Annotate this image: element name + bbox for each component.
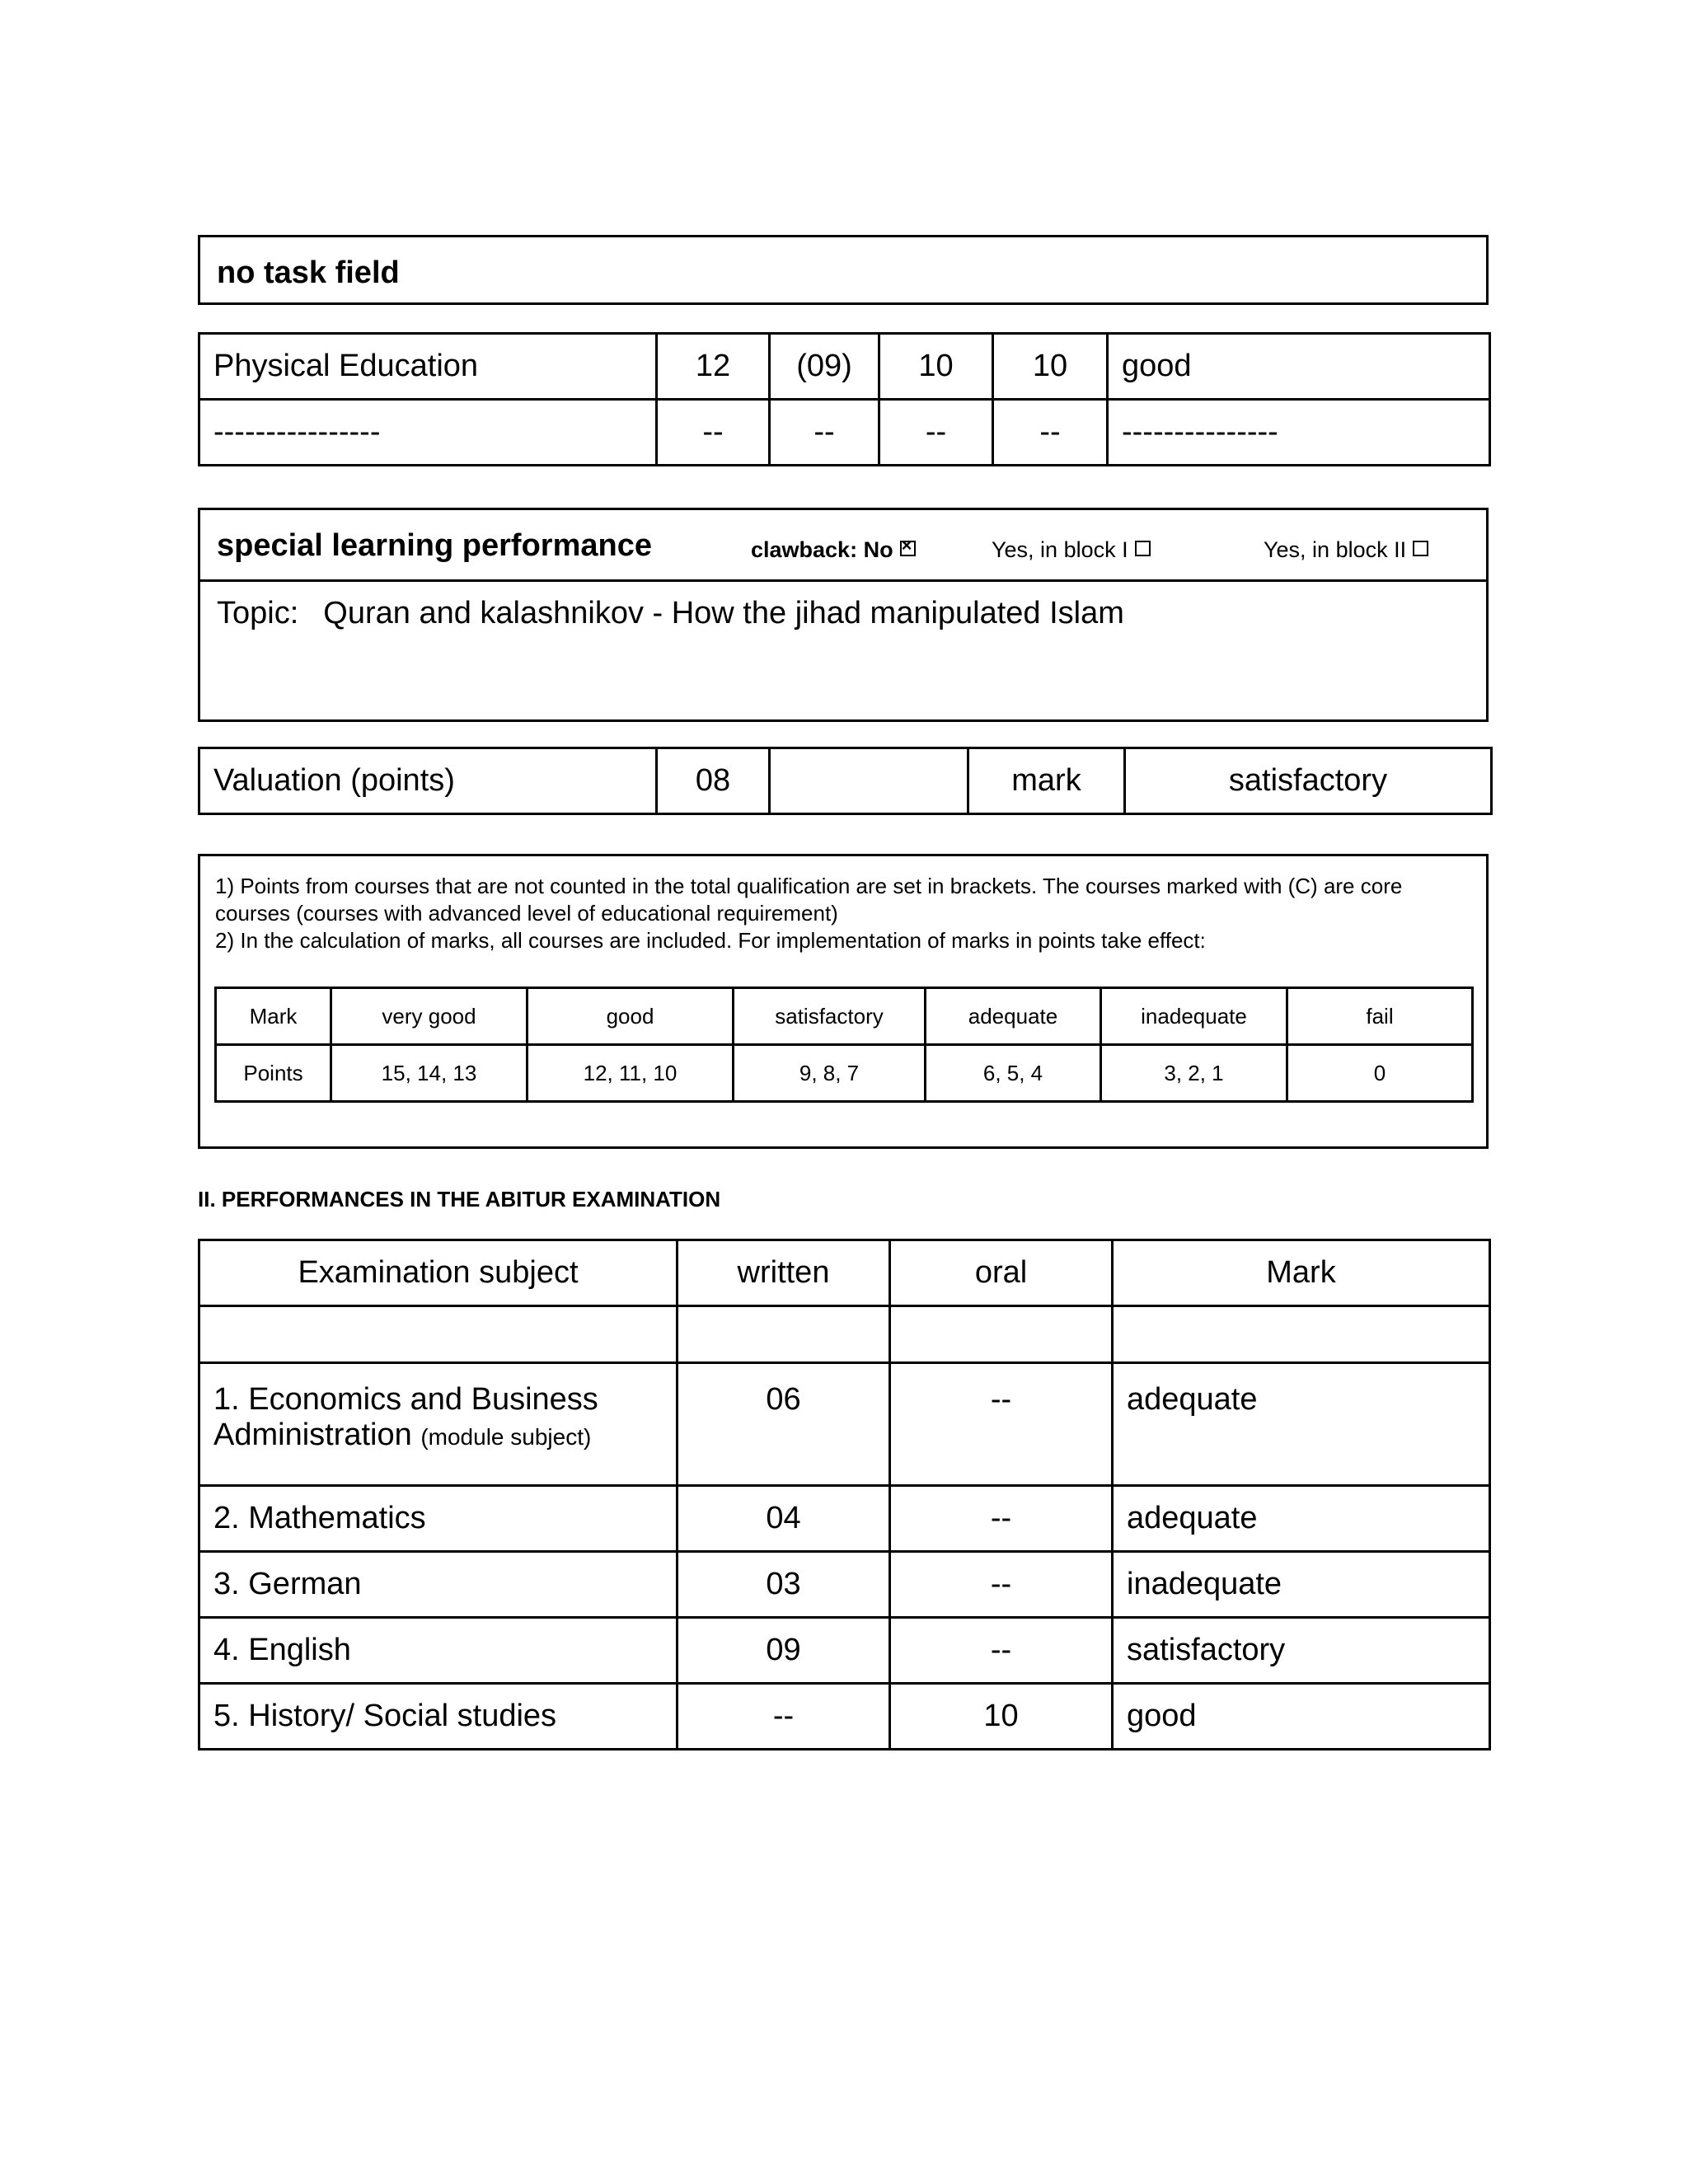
points-cell: 12, 11, 10 — [528, 1045, 734, 1102]
subject-name: 5. History/ Social studies — [199, 1684, 678, 1750]
oral-points: 10 — [890, 1684, 1113, 1750]
table-row — [199, 1486, 1490, 1552]
mark-cell: very good — [331, 988, 528, 1045]
clawback-block2-option[interactable] — [1264, 537, 1428, 563]
mark-cell: inadequate — [1101, 988, 1287, 1045]
points-header: Points — [216, 1045, 331, 1102]
mark-cell: adequate — [926, 988, 1101, 1045]
clawback-block1-option[interactable] — [992, 537, 1151, 563]
subject-name: 2. Mathematics — [199, 1486, 678, 1552]
oral-points: -- — [890, 1363, 1113, 1486]
subject-cell — [199, 1363, 678, 1486]
table-row — [199, 1684, 1490, 1750]
valuation-label: Valuation (points) — [199, 748, 657, 814]
oral-points: -- — [890, 1552, 1113, 1618]
table-row — [216, 988, 1473, 1045]
course-mark: good — [1108, 334, 1490, 400]
column-header: oral — [890, 1240, 1113, 1306]
special-learning-performance-box — [198, 508, 1489, 722]
course-points: (09) — [770, 334, 879, 400]
points-cell: 15, 14, 13 — [331, 1045, 528, 1102]
checkbox-checked-icon[interactable] — [900, 541, 916, 556]
valuation-points: 08 — [657, 748, 770, 814]
table-row — [199, 334, 1490, 400]
physical-education-table — [198, 332, 1491, 466]
course-points: -- — [993, 400, 1108, 466]
abitur-table — [198, 1239, 1491, 1750]
table-row — [199, 1618, 1490, 1684]
points-cell: 0 — [1287, 1045, 1473, 1102]
written-points: 03 — [678, 1552, 890, 1618]
oral-points: -- — [890, 1486, 1113, 1552]
written-points: 09 — [678, 1618, 890, 1684]
block1-label: Yes, in block I — [992, 537, 1128, 562]
course-points: 10 — [993, 334, 1108, 400]
course-points: -- — [770, 400, 879, 466]
empty-cell — [890, 1306, 1113, 1363]
valuation-empty-cell — [770, 748, 968, 814]
valuation-mark-label: mark — [968, 748, 1125, 814]
empty-cell — [1113, 1306, 1490, 1363]
mark-cell: good — [528, 988, 734, 1045]
written-points: 06 — [678, 1363, 890, 1486]
abitur-heading: II. PERFORMANCES IN THE ABITUR EXAMINATION — [198, 1187, 721, 1212]
course-mark: --------------- — [1108, 400, 1490, 466]
course-points: -- — [657, 400, 770, 466]
marks-points-table — [214, 987, 1474, 1103]
table-row — [199, 1552, 1490, 1618]
course-points: 12 — [657, 334, 770, 400]
column-header: written — [678, 1240, 890, 1306]
table-header-row — [199, 1240, 1490, 1306]
subject-mark: inadequate — [1113, 1552, 1490, 1618]
checkbox-icon[interactable] — [1135, 541, 1151, 556]
notes-text — [215, 873, 1460, 954]
subject-name: 1. Economics and Business Administration — [213, 1382, 598, 1452]
written-points: -- — [678, 1684, 890, 1750]
course-points: -- — [879, 400, 993, 466]
block2-label: Yes, in block II — [1264, 537, 1407, 562]
subject-note: (module subject) — [420, 1424, 592, 1450]
points-cell: 3, 2, 1 — [1101, 1045, 1287, 1102]
written-points: 04 — [678, 1486, 890, 1552]
subject-mark: adequate — [1113, 1363, 1490, 1486]
column-header: Examination subject — [199, 1240, 678, 1306]
empty-cell — [199, 1306, 678, 1363]
points-cell: 6, 5, 4 — [926, 1045, 1101, 1102]
subject-name: 3. German — [199, 1552, 678, 1618]
subject-mark: good — [1113, 1684, 1490, 1750]
subject-mark: adequate — [1113, 1486, 1490, 1552]
note-2: 2) In the calculation of marks, all courses are included. For implementation of marks in points take effect: — [215, 928, 1206, 953]
checkbox-icon[interactable] — [1413, 541, 1428, 556]
marks-header: Mark — [216, 988, 331, 1045]
table-row — [199, 748, 1492, 814]
points-cell: 9, 8, 7 — [734, 1045, 926, 1102]
slp-title: special learning performance — [217, 528, 652, 563]
valuation-mark: satisfactory — [1125, 748, 1492, 814]
mark-cell: satisfactory — [734, 988, 926, 1045]
topic-label: Topic: — [217, 596, 299, 630]
subject-name: 4. English — [199, 1618, 678, 1684]
table-row — [216, 1045, 1473, 1102]
task-field-box — [198, 235, 1489, 305]
slp-header — [200, 510, 1486, 582]
topic-text: Quran and kalashnikov - How the jihad manipulated Islam — [323, 596, 1124, 630]
slp-topic — [217, 596, 1124, 631]
clawback-no-option[interactable] — [751, 537, 916, 563]
table-row — [199, 1306, 1490, 1363]
course-name: Physical Education — [199, 334, 657, 400]
table-row — [199, 400, 1490, 466]
column-header: Mark — [1113, 1240, 1490, 1306]
note-1: 1) Points from courses that are not counted in the total qualification are set in brackets. The courses marked with (C) are core courses (courses with advanced level of educational requirement) — [215, 874, 1403, 926]
course-points: 10 — [879, 334, 993, 400]
task-field-label: no task field — [217, 255, 400, 290]
subject-mark: satisfactory — [1113, 1618, 1490, 1684]
oral-points: -- — [890, 1618, 1113, 1684]
mark-cell: fail — [1287, 988, 1473, 1045]
course-name: ---------------- — [199, 400, 657, 466]
clawback-label: clawback: No — [751, 537, 893, 562]
empty-cell — [678, 1306, 890, 1363]
valuation-table — [198, 747, 1493, 815]
table-row — [199, 1363, 1490, 1486]
